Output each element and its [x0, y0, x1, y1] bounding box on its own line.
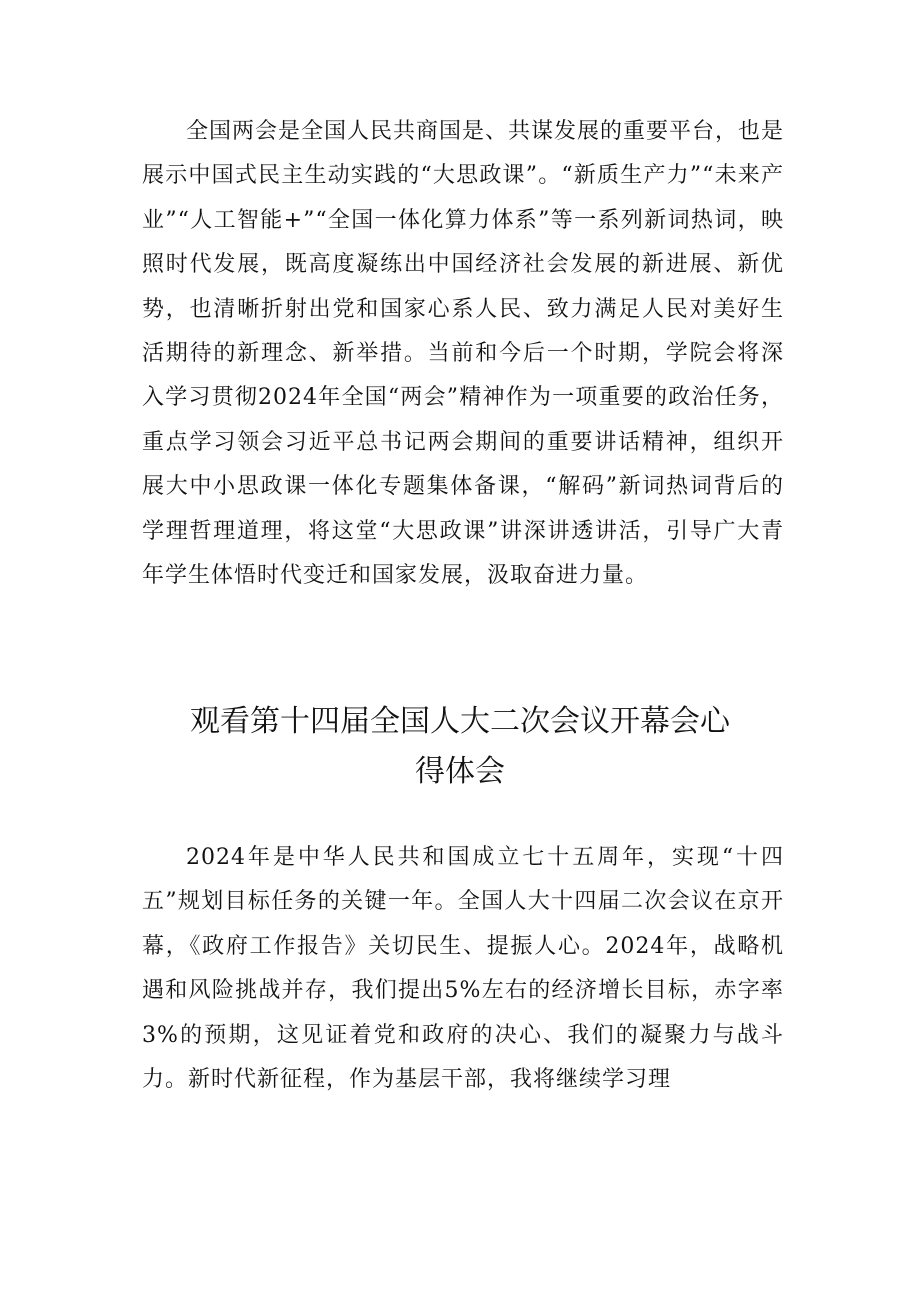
- section-heading-line-1: 观看第十四届全国人大二次会议开幕会心: [190, 704, 730, 739]
- body-paragraph-reflection: 2024年是中华人民共和国成立七十五周年，实现“十四五”规划目标任务的关键一年。全国人大十四届二次会议在京开幕，《政府工作报告》关切民生、提振人心。2024年，战略机遇和风险挑战并存，我们提出5%左右的经济增长目标，赤字率3%的预期，这见证着党和政府的决心、我们的凝聚力与战斗力。新时代新征程，作为基层干部，我将继续学习理: [142, 845, 784, 1093]
- section-heading: [120, 697, 800, 797]
- section-heading-line-2: 得体会: [415, 754, 505, 789]
- body-paragraph-two-sessions: 全国两会是全国人民共商国是、共谋发展的重要平台，也是展示中国式民主生动实践的“大思政课”。“新质生产力”“未来产业”“人工智能+”“全国一体化算力体系”等一系列新词热词，映照时代发展，既高度凝练出中国经济社会发展的新进展、新优势，也清晰折射出党和国家心系人民、致力满足人民对美好生活期待的新理念、新举措。当前和今后一个时期，学院会将深入学习贯彻2024年全国“两会”精神作为一项重要的政治任务，重点学习领会习近平总书记两会期间的重要讲话精神，组织开展大中小思政课一体化专题集体备课，“解码”新词热词背后的学理哲理道理，将这堂“大思政课”讲深讲透讲活，引导广大青年学生体悟时代变迁和国家发展，汲取奋进力量。: [142, 119, 785, 589]
